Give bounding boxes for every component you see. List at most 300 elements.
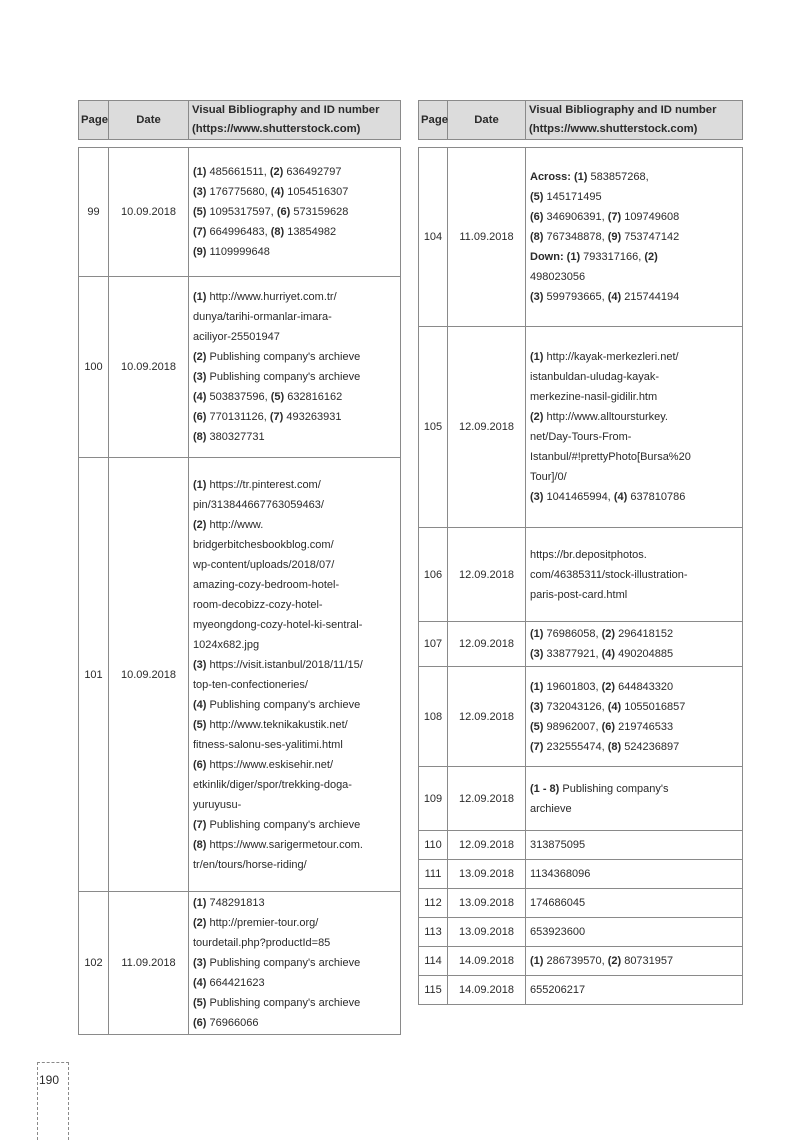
reference-text: wp-content/uploads/2018/07/ (193, 558, 335, 571)
item-marker: (4) (270, 186, 285, 198)
reference-line (193, 595, 397, 615)
reference-line (193, 162, 397, 182)
reference-line (530, 779, 739, 799)
reference-text: amazing-cozy-bedroom-hotel- (193, 578, 340, 591)
reference-text: Publishing company's archieve (206, 997, 361, 1009)
reference-line (193, 1013, 397, 1033)
reference-line (530, 427, 739, 447)
reference-line (193, 795, 397, 815)
reference-text: net/Day-Tours-From- (530, 431, 632, 443)
cell-date: 10.09.2018 (109, 148, 189, 277)
cell-page: 112 (419, 889, 448, 918)
reference-line (193, 815, 397, 835)
cell-visual-bibliography (526, 860, 743, 889)
reference-text: http://kayak-merkezleri.net/ (543, 351, 679, 363)
reference-line (193, 953, 397, 973)
table-row (419, 767, 743, 831)
reference-text: istanbuldan-uludag-kayak- (530, 371, 660, 383)
reference-text: 232555474, (543, 740, 608, 753)
item-marker: (6) (601, 720, 616, 733)
cell-visual-bibliography (526, 327, 743, 528)
reference-text: myeongdong-cozy-hotel-ki-sentral- (193, 618, 363, 631)
reference-text: 76986058, (543, 628, 602, 640)
item-marker: (3) (193, 957, 207, 969)
reference-text: http://www. (206, 518, 264, 531)
cell-date: 12.09.2018 (448, 831, 526, 860)
cell-date: 14.09.2018 (448, 947, 526, 976)
reference-text: com/46385311/stock-illustration- (530, 568, 688, 581)
cell-visual-bibliography (526, 622, 743, 667)
item-marker: (2) (607, 955, 622, 967)
table-row (419, 889, 743, 918)
header-visual-line1: Visual Bibliography and ID number (529, 104, 717, 116)
item-marker: (2) (530, 411, 544, 423)
cell-page: 106 (419, 528, 448, 622)
reference-line (193, 475, 397, 495)
reference-line (530, 287, 739, 307)
reference-text: 13854982 (284, 226, 337, 238)
reference-line (530, 799, 739, 819)
item-marker: (5) (193, 718, 207, 731)
reference-text: 748291813 (206, 897, 265, 909)
item-marker: (4) (601, 648, 616, 660)
reference-text: fitness-salonu-ses-yalitimi.html (193, 738, 343, 751)
reference-line (530, 167, 739, 187)
cell-date: 10.09.2018 (109, 458, 189, 892)
reference-text: yuruyusu- (193, 798, 242, 811)
table-row (419, 327, 743, 528)
reference-text: 1095317597, (206, 206, 277, 218)
reference-text: 653923600 (530, 926, 586, 938)
reference-line (193, 387, 397, 407)
reference-text: http://www.teknikakustik.net/ (206, 718, 348, 731)
reference-text: 1041465994, (543, 491, 614, 503)
cell-page: 115 (419, 976, 448, 1005)
reference-text: 664421623 (206, 977, 265, 989)
item-marker: (1) (530, 955, 544, 967)
reference-text: 286739570, (543, 955, 608, 967)
reference-line (530, 737, 739, 757)
header-page: Page (419, 101, 448, 140)
reference-line (530, 835, 739, 855)
item-marker: (8) (607, 740, 622, 753)
cell-page: 101 (79, 458, 109, 892)
item-marker: (3) (530, 491, 544, 503)
reference-line (193, 913, 397, 933)
reference-text: 632816162 (284, 391, 343, 403)
reference-text: 503837596, (206, 391, 271, 403)
reference-line (193, 407, 397, 427)
reference-text: https://www.sarigermetour.com. (206, 838, 363, 851)
reference-text: 346906391, (543, 211, 608, 223)
reference-text: 732043126, (543, 700, 608, 713)
reference-line (530, 565, 739, 585)
reference-text: 767348878, (543, 231, 608, 243)
item-marker: (6) (193, 758, 207, 771)
reference-text: 33877921, (543, 648, 602, 660)
cell-visual-bibliography (526, 528, 743, 622)
item-marker: (8) (193, 838, 207, 851)
bibliography-table-left (78, 100, 401, 1035)
reference-text: http://premier-tour.org/ (206, 917, 319, 929)
table-row (79, 458, 401, 892)
item-marker: (1) (530, 351, 544, 363)
cell-date: 12.09.2018 (448, 528, 526, 622)
item-marker: (9) (193, 246, 207, 258)
page-number: 190 (39, 1073, 60, 1087)
reference-text: https://br.depositphotos. (530, 548, 647, 561)
cell-page: 114 (419, 947, 448, 976)
reference-line (193, 535, 397, 555)
reference-text: 1024x682.jpg (193, 638, 260, 651)
item-marker: (3) (530, 700, 544, 713)
reference-line (193, 495, 397, 515)
reference-text: 380327731 (206, 431, 265, 443)
reference-text: top-ten-confectioneries/ (193, 678, 308, 691)
reference-line (193, 675, 397, 695)
table-row (419, 148, 743, 327)
reference-text: Publishing company's archieve (206, 371, 361, 383)
item-marker: (1) (193, 166, 207, 178)
reference-text: pin/313844667763059463/ (193, 498, 324, 511)
reference-text: Istanbul/#!prettyPhoto[Bursa%20 (530, 451, 691, 463)
item-marker: (7) (193, 818, 207, 831)
item-marker: (5) (193, 997, 207, 1009)
reference-text: 219746533 (615, 720, 674, 733)
reference-line (530, 717, 739, 737)
item-marker: (6) (193, 1017, 207, 1029)
table-row (79, 277, 401, 458)
reference-line (193, 575, 397, 595)
reference-line (530, 267, 739, 287)
reference-text: tourdetail.php?productId=85 (193, 937, 331, 949)
reference-line (530, 644, 739, 664)
cell-visual-bibliography (526, 148, 743, 327)
header-visual-line1: Visual Bibliography and ID number (192, 104, 380, 116)
item-marker: (1 - 8) (530, 782, 560, 795)
reference-line (530, 447, 739, 467)
cell-date: 10.09.2018 (109, 277, 189, 458)
reference-text: 174686045 (530, 897, 586, 909)
cell-page: 108 (419, 667, 448, 767)
item-marker: (7) (269, 411, 284, 423)
table-row (419, 860, 743, 889)
reference-text: http://www.alltoursturkey. (543, 411, 668, 423)
cell-page: 102 (79, 892, 109, 1035)
reference-text: 176775680, (206, 186, 271, 198)
reference-text: paris-post-card.html (530, 588, 628, 601)
reference-text: http://www.hurriyet.com.tr/ (206, 291, 337, 303)
reference-line (193, 635, 397, 655)
reference-line (530, 697, 739, 717)
reference-line (193, 655, 397, 675)
item-marker: (2) (601, 628, 616, 640)
reference-text: 498023056 (530, 271, 586, 283)
reference-text: merkezine-nasil-gidilir.htm (530, 391, 658, 403)
reference-line (530, 624, 739, 644)
table-row (79, 892, 401, 1035)
cell-page: 110 (419, 831, 448, 860)
item-marker: (8) (193, 431, 207, 443)
item-marker: (3) (193, 658, 207, 671)
reference-text: 664996483, (206, 226, 271, 238)
item-marker: (4) (613, 491, 628, 503)
reference-line (193, 202, 397, 222)
reference-text: bridgerbitchesbookblog.com/ (193, 538, 334, 551)
reference-text: room-decobizz-cozy-hotel- (193, 598, 323, 611)
reference-text: 19601803, (543, 680, 602, 693)
reference-text: Publishing company's archieve (206, 818, 361, 831)
reference-line (193, 515, 397, 535)
item-marker: (1) (530, 680, 544, 693)
reference-text: 753747142 (621, 231, 680, 243)
table-row (419, 528, 743, 622)
item-marker: (5) (530, 191, 544, 203)
reference-line (530, 487, 739, 507)
item-marker: (3) (193, 186, 207, 198)
reference-line (193, 933, 397, 953)
item-marker: (2) (601, 680, 616, 693)
cell-date: 12.09.2018 (448, 667, 526, 767)
reference-line (193, 327, 397, 347)
reference-text: 80731957 (621, 955, 674, 967)
table-row (79, 148, 401, 277)
cell-date: 13.09.2018 (448, 889, 526, 918)
cell-page: 113 (419, 918, 448, 947)
reference-line (193, 755, 397, 775)
reference-line (193, 715, 397, 735)
item-marker: (5) (193, 206, 207, 218)
reference-text: 644843320 (615, 680, 674, 693)
cell-date: 13.09.2018 (448, 918, 526, 947)
reference-text: Tour]/0/ (530, 471, 567, 483)
reference-line (530, 864, 739, 884)
reference-text: 313875095 (530, 839, 586, 851)
reference-text: 145171495 (543, 191, 602, 203)
cell-visual-bibliography (526, 667, 743, 767)
cell-page: 100 (79, 277, 109, 458)
reference-text: 1054516307 (284, 186, 349, 198)
reference-text: 573159628 (290, 206, 349, 218)
item-marker: (7) (193, 226, 207, 238)
bibliography-table-right (418, 100, 743, 1005)
reference-text: 490204885 (615, 648, 674, 660)
item-marker: (6) (276, 206, 291, 218)
reference-text: 599793665, (543, 291, 608, 303)
item-marker: (3) (530, 648, 544, 660)
reference-text: https://visit.istanbul/2018/11/15/ (206, 658, 363, 671)
reference-line (193, 427, 397, 447)
cell-page: 107 (419, 622, 448, 667)
reference-text: 770131126, (206, 411, 270, 423)
item-marker: (1) (530, 628, 544, 640)
cell-date: 11.09.2018 (448, 148, 526, 327)
left-rows (79, 140, 401, 1035)
reference-line (193, 835, 397, 855)
item-marker: (4) (193, 977, 207, 989)
reference-text: 493263931 (283, 411, 342, 423)
item-marker: (1) (193, 897, 207, 909)
reference-text: 215744194 (621, 291, 680, 303)
reference-text: 1134368096 (530, 868, 591, 880)
reference-text: 296418152 (615, 628, 674, 640)
item-marker: (5) (270, 391, 285, 403)
reference-line (530, 387, 739, 407)
reference-text: Publishing company's archieve (206, 351, 361, 363)
item-marker: (2) (193, 518, 207, 531)
reference-line (530, 585, 739, 605)
reference-text: 655206217 (530, 984, 586, 996)
reference-line (193, 855, 397, 875)
item-marker: (3) (530, 291, 544, 303)
reference-line (193, 287, 397, 307)
reference-line (530, 407, 739, 427)
item-marker: (9) (607, 231, 622, 243)
reference-line (193, 307, 397, 327)
item-marker: (4) (607, 291, 622, 303)
header-date: Date (109, 101, 189, 140)
table-row (419, 976, 743, 1005)
reference-line (530, 467, 739, 487)
item-marker: (1) (193, 291, 207, 303)
reference-line (193, 735, 397, 755)
header-page: Page (79, 101, 109, 140)
reference-line (193, 973, 397, 993)
cell-date: 11.09.2018 (109, 892, 189, 1035)
item-marker: (5) (530, 720, 544, 733)
cell-visual-bibliography (189, 458, 401, 892)
reference-text: etkinlik/diger/spor/trekking-doga- (193, 778, 352, 791)
header-visual-bibliography (189, 101, 401, 140)
cell-date: 14.09.2018 (448, 976, 526, 1005)
reference-text: 636492797 (283, 166, 342, 178)
reference-line (193, 347, 397, 367)
reference-text: 1109999648 (206, 246, 270, 258)
item-marker: (7) (530, 740, 544, 753)
cell-page: 111 (419, 860, 448, 889)
reference-text: Publishing company's archieve (206, 957, 361, 969)
reference-line (193, 893, 397, 913)
reference-line (530, 367, 739, 387)
cell-date: 12.09.2018 (448, 622, 526, 667)
reference-text: 583857268, (587, 171, 649, 183)
item-marker: (4) (607, 700, 622, 713)
cell-visual-bibliography (526, 976, 743, 1005)
cell-date: 12.09.2018 (448, 327, 526, 528)
reference-line (193, 242, 397, 262)
reference-text: aciliyor-25501947 (193, 331, 280, 343)
cell-page: 104 (419, 148, 448, 327)
item-marker: (4) (193, 698, 207, 711)
reference-line (193, 615, 397, 635)
cell-page: 109 (419, 767, 448, 831)
reference-line (530, 951, 739, 971)
reference-text: Publishing company's (559, 782, 669, 795)
reference-line (193, 182, 397, 202)
item-marker: (1) (193, 478, 207, 491)
reference-text: 793317166, (580, 251, 645, 263)
item-marker: (2) (644, 251, 658, 263)
reference-line (193, 222, 397, 242)
reference-line (530, 247, 739, 267)
reference-line (193, 367, 397, 387)
table-row (419, 667, 743, 767)
cell-visual-bibliography (526, 831, 743, 860)
header-visual-line2: (https://www.shutterstock.com) (192, 123, 361, 135)
table-row (419, 622, 743, 667)
cell-visual-bibliography (189, 277, 401, 458)
reference-line (530, 227, 739, 247)
header-visual-bibliography (526, 101, 743, 140)
reference-line (530, 893, 739, 913)
table-row (419, 947, 743, 976)
item-marker: (3) (193, 371, 207, 383)
item-marker: (8) (270, 226, 285, 238)
right-rows (419, 140, 743, 1005)
reference-text: dunya/tarihi-ormanlar-imara- (193, 311, 332, 323)
item-marker: (2) (269, 166, 284, 178)
cell-date: 13.09.2018 (448, 860, 526, 889)
item-marker: (4) (193, 391, 207, 403)
reference-text: tr/en/tours/horse-riding/ (193, 858, 307, 871)
item-marker: (7) (607, 211, 622, 223)
reference-line (530, 545, 739, 565)
reference-text: https://www.eskisehir.net/ (206, 758, 334, 771)
reference-line (530, 187, 739, 207)
reference-line (193, 993, 397, 1013)
reference-line (530, 347, 739, 367)
cell-visual-bibliography (526, 889, 743, 918)
cell-visual-bibliography (526, 947, 743, 976)
item-marker: (6) (193, 411, 207, 423)
reference-line (530, 922, 739, 942)
header-visual-line2: (https://www.shutterstock.com) (529, 123, 698, 135)
reference-line (193, 695, 397, 715)
table-row (419, 831, 743, 860)
item-marker: (6) (530, 211, 544, 223)
item-marker: Across: (1) (530, 171, 588, 183)
reference-line (530, 677, 739, 697)
reference-text: 637810786 (627, 491, 686, 503)
cell-page: 105 (419, 327, 448, 528)
cell-page: 99 (79, 148, 109, 277)
reference-line (193, 775, 397, 795)
item-marker: (2) (193, 351, 207, 363)
item-marker: (2) (193, 917, 207, 929)
reference-text: 98962007, (543, 720, 602, 733)
item-marker: (8) (530, 231, 544, 243)
table-row (419, 918, 743, 947)
reference-line (530, 207, 739, 227)
cell-visual-bibliography (526, 767, 743, 831)
cell-visual-bibliography (526, 918, 743, 947)
reference-line (193, 555, 397, 575)
reference-text: archieve (530, 802, 572, 815)
reference-text: 524236897 (621, 740, 680, 753)
reference-text: Publishing company's archieve (206, 698, 361, 711)
reference-text: https://tr.pinterest.com/ (206, 478, 321, 491)
header-date: Date (448, 101, 526, 140)
item-marker: Down: (1) (530, 251, 581, 263)
reference-text: 109749608 (621, 211, 680, 223)
reference-text: 1055016857 (621, 700, 686, 713)
reference-text: 485661511, (206, 166, 270, 178)
cell-visual-bibliography (189, 892, 401, 1035)
reference-line (530, 980, 739, 1000)
cell-date: 12.09.2018 (448, 767, 526, 831)
reference-text: 76966066 (206, 1017, 259, 1029)
cell-visual-bibliography (189, 148, 401, 277)
